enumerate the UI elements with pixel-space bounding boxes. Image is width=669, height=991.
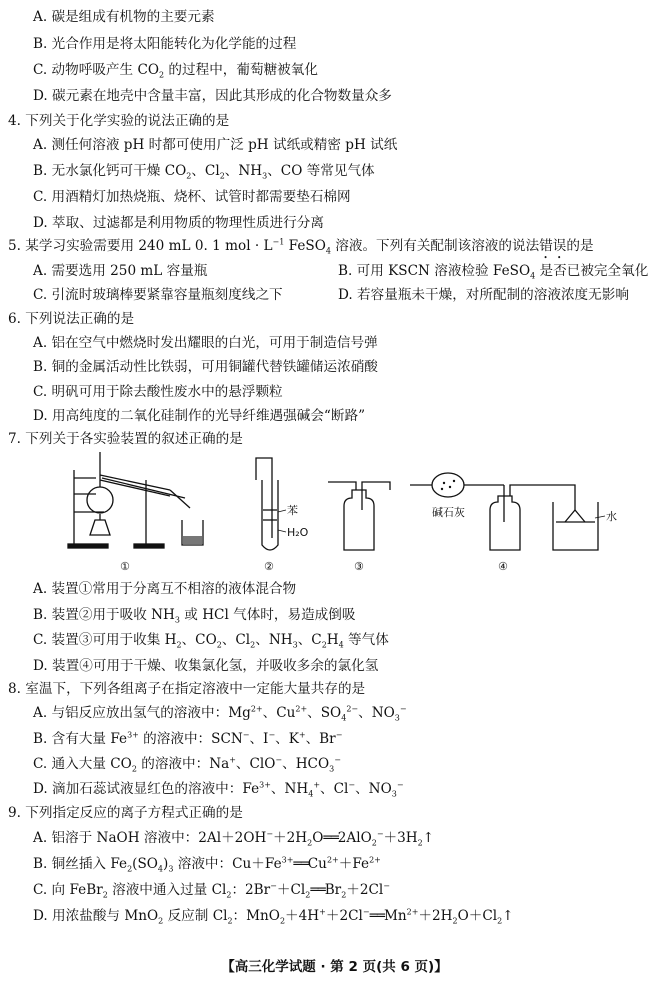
soda-lime-grain — [441, 488, 443, 490]
q7-option-a: A. 装置①常用于分离互不相溶的液体混合物 — [33, 581, 297, 597]
test-tube — [262, 480, 278, 550]
connecting-tube-2 — [510, 485, 550, 496]
label-apparatus-3: ③ — [354, 560, 364, 573]
q8-option-d: D. 滴加石蕊试液显红色的溶液中：$Fe^{3+}$、$NH_4^+$、Cl−、$NO_3^-$ — [33, 780, 404, 799]
benzene-pointer — [278, 510, 286, 512]
q5-stem: 5. 某学习实验需要用 240 mL 0. 1 mol · $L^{-1}$ FeSO$_4$ 溶液。下列有关配制该溶液的说法错误的是 — [8, 237, 594, 256]
q6-option-c: C. 明矾可用于除去酸性废水中的悬浮颗粒 — [33, 384, 283, 400]
q7-option-c: C. 装置③可用于收集 $H_2$、$CO_2$、$Cl_2$、$NH_3$、$C_2H_4$ 等气体 — [33, 632, 389, 650]
apparatus-1-distillation — [68, 452, 203, 573]
soda-lime-grain — [443, 482, 445, 484]
stand-base-2 — [134, 544, 164, 548]
q4-stem: 4. 下列关于化学实验的说法正确的是 — [8, 113, 230, 129]
q5-option-a: A. 需要选用 250 mL 容量瓶 — [33, 263, 208, 279]
q3-option-a: A. 碳是组成有机物的主要元素 — [33, 9, 215, 25]
soda-lime-grain — [453, 480, 455, 482]
q8-option-c: C. 通入大量 $CO_2$ 的溶液中：Na+、ClO−、$HCO_3^-$ — [33, 755, 341, 774]
collection-bottle — [490, 496, 520, 550]
outlet-tube — [550, 485, 575, 510]
label-apparatus-4: ④ — [498, 560, 508, 573]
q5-option-d: D. 若容量瓶未干燥，对所配制的溶液浓度无影响 — [338, 287, 629, 303]
q6-stem: 6. 下列说法正确的是 — [8, 311, 135, 327]
water-pointer-4 — [595, 516, 605, 518]
q9-stem: 9. 下列指定反应的离子方程式正确的是 — [8, 805, 243, 821]
drying-tube — [432, 473, 464, 497]
apparatus-figure — [60, 450, 630, 575]
label-soda-lime: 碱石灰 — [432, 506, 465, 519]
label-apparatus-1: ① — [120, 560, 130, 573]
alcohol-lamp — [90, 520, 110, 535]
q7-option-b: B. 装置②用于吸收 $NH_3$ 或 HCl 气体时，易造成倒吸 — [33, 607, 356, 625]
gas-inlet-tube — [256, 458, 272, 538]
q3-option-d: D. 碳元素在地壳中含量丰富，因此其形成的化合物数量众多 — [33, 88, 392, 104]
left-tube — [328, 482, 356, 490]
q4-option-d: D. 萃取、过滤都是利用物质的物理性质进行分离 — [33, 215, 324, 231]
q3-option-c: C. 动物呼吸产生 $CO_2$ 的过程中，葡萄糖被氧化 — [33, 62, 318, 80]
inverted-funnel — [565, 510, 585, 522]
soda-lime-grain — [449, 486, 451, 488]
condenser-inner — [102, 478, 185, 498]
distilling-flask — [87, 487, 113, 513]
q8-stem: 8. 室温下，下列各组离子在指定溶液中一定能大量共存的是 — [8, 681, 366, 697]
q4-option-b: B. 无水氯化钙可干燥 $CO_2$、$Cl_2$、$NH_3$、CO 等常见气体 — [33, 163, 375, 181]
q4-option-c: C. 用酒精灯加热烧瓶、烧杯、试管时都需要垫石棉网 — [33, 189, 351, 205]
gas-bottle — [344, 490, 374, 550]
q9-option-c: C. 向 FeBr$_2$ 溶液中通入过量 $Cl_2$：$2Br^-+Cl_2══Br_2+2Cl^-$ — [33, 881, 390, 900]
apparatus-4-drying-collection — [410, 473, 617, 573]
q7-option-d: D. 装置④可用于干燥、收集氯化氢，并吸收多余的氯化氢 — [33, 658, 379, 674]
q9-option-d: D. 用浓盐酸与 MnO$_2$ 反应制 $Cl_2$：$MnO_2+4H^++2Cl^-══Mn^{2+}+2H_2O+Cl_2↑$ — [33, 907, 514, 926]
label-benzene: 苯 — [287, 504, 298, 517]
apparatus-3-gas-bottle — [328, 482, 390, 573]
q5-option-b: B. 可用 KSCN 溶液检验 FeSO$_4$ 是否已被完全氧化 — [338, 263, 649, 281]
q6-option-a: A. 铝在空气中燃烧时发出耀眼的白光，可用于制造信号弹 — [33, 335, 378, 351]
stand-base-1 — [68, 544, 108, 548]
q8-option-b: B. 含有大量 $Fe^{3+}$ 的溶液中：SCN−、I−、K+、Br− — [33, 730, 343, 747]
apparatus-2-test-tube — [256, 458, 309, 573]
q9-option-a: A. 铝溶于 NaOH 溶液中：$2Al+2OH^-+2H_2O══2AlO_2^-+3H_2↑$ — [33, 829, 435, 848]
label-water-formula: H₂O — [287, 526, 309, 539]
q6-option-b: B. 铜的金属活动性比铁弱，可用铜罐代替铁罐储运浓硝酸 — [33, 359, 378, 375]
q3-option-b: B. 光合作用是将太阳能转化为化学能的过程 — [33, 36, 297, 52]
q4-option-a: A. 测任何溶液 pH 时都可使用广泛 pH 试纸或精密 pH 试纸 — [33, 137, 398, 153]
adapter-tube — [170, 490, 190, 508]
q7-stem: 7. 下列关于各实验装置的叙述正确的是 — [8, 431, 243, 447]
water-pointer — [278, 530, 286, 532]
label-water: 水 — [606, 510, 617, 523]
q6-option-d: D. 用高纯度的二氧化硅制作的光导纤维遇强碱会“断路” — [33, 408, 366, 424]
q9-option-b: B. 铜丝插入 $Fe_2(SO_4)_3$ 溶液中：$Cu+Fe^{3+}══Cu^{2+}+Fe^{2+}$ — [33, 855, 381, 874]
label-apparatus-2: ② — [264, 560, 274, 573]
page-footer: 【高三化学试题 · 第 2 页(共 6 页)】 — [221, 959, 448, 975]
q8-option-a: A. 与铝反应放出氢气的溶液中：$Mg^{2+}$、$Cu^{2+}$、$SO_4^{2-}$、$NO_3^-$ — [33, 704, 407, 723]
q5-option-c: C. 引流时玻璃棒要紧靠容量瓶刻度线之下 — [33, 287, 283, 303]
receiving-liquid — [183, 536, 202, 544]
